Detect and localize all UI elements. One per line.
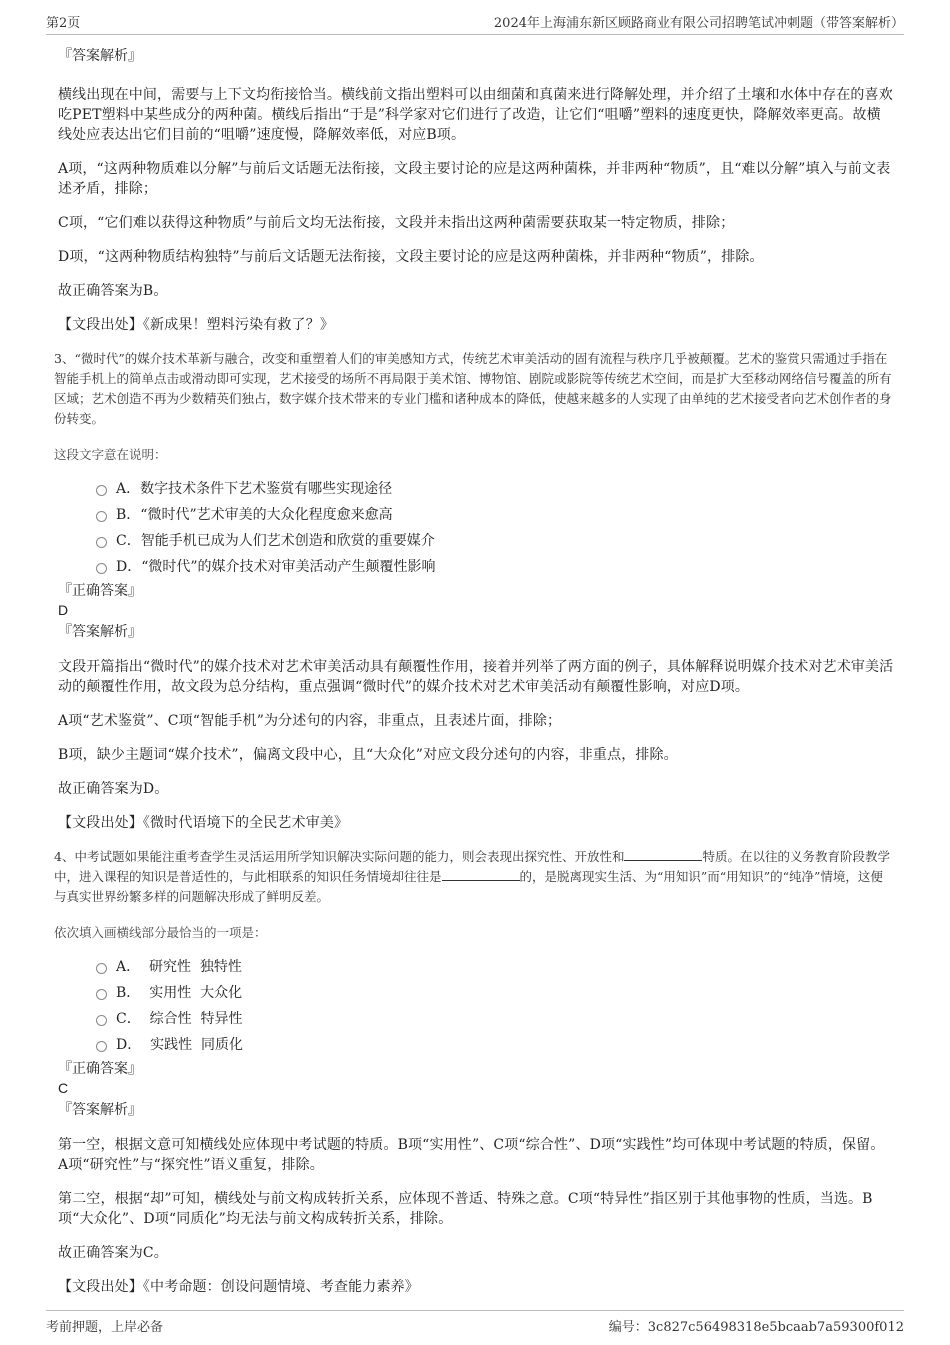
correct-answer: C xyxy=(58,1080,69,1096)
option-d[interactable]: D．“微时代”的媒介技术对审美活动产生颠覆性影响 xyxy=(58,555,894,581)
document-title: 2024年上海浦东新区顾路商业有限公司招聘笔试冲刺题（带答案解析） xyxy=(493,16,904,31)
option-a[interactable]: A． 研究性 独特性 xyxy=(58,955,894,981)
radio-button-icon[interactable] xyxy=(96,1015,107,1026)
source-citation: 【文段出处】《微时代语境下的全民艺术审美》 xyxy=(58,815,349,831)
option-b[interactable]: B． 实用性 大众化 xyxy=(58,981,894,1007)
question-prompt: 这段文字意在说明： xyxy=(54,447,167,462)
question-text: 4、中考试题如果能注重考查学生灵活运用所学知识解决实际问题的能力，则会表现出探究性、开放性和 特质。在以往的义务教育阶段教学中，进入课程的知识是普适性的，与此相联系的知识任务情境却往往是 的，是脱离现实生活、为“用知识”而“用知识”的“纯净”情境，这便与真实世界纷繁多样的问题解决形成了鲜明反差。 xyxy=(54,849,890,904)
radio-button-icon[interactable] xyxy=(96,511,107,522)
option-c[interactable]: C． 综合性 特异性 xyxy=(58,1007,894,1033)
option-d[interactable]: D． 实践性 同质化 xyxy=(58,1033,894,1059)
analysis-paragraph: B项，缺少主题词“媒介技术”，偏离文段中心，且“大众化”对应文段分述句的内容，非重点，排除。 xyxy=(58,747,678,763)
correct-answer: D xyxy=(58,602,69,618)
page-footer xyxy=(46,1310,904,1339)
option-c[interactable]: C．智能手机已成为人们艺术创造和欣赏的重要媒介 xyxy=(58,529,894,555)
analysis-paragraph: 文段开篇指出“微时代”的媒介技术对艺术审美活动具有颠覆性作用，接着并列举了两方面的例子，具体解释说明媒介技术对艺术审美活动的颠覆性作用，故文段为总分结构，重点强调“微时代”的媒介技术对艺术审美活动有颠覆性影响，对应D项。 xyxy=(58,659,894,695)
analysis-tag: 『答案解析』 xyxy=(58,1102,142,1118)
options-list xyxy=(58,955,894,1059)
main-content xyxy=(54,44,894,1297)
radio-button-icon[interactable] xyxy=(96,1041,107,1052)
conclusion: 故正确答案为D。 xyxy=(58,781,169,797)
analysis-paragraph: 第二空，根据“却”可知，横线处与前文构成转折关系，应体现不普适、特殊之意。C项“特异性”指区别于其他事物的性质，当选。B项“大众化”、D项“同质化”均无法与前文构成转折关系，排除。 xyxy=(58,1191,873,1227)
footer-slogan: 考前押题，上岸必备 xyxy=(46,1320,164,1335)
options-list xyxy=(58,477,894,581)
fill-blank xyxy=(624,848,702,861)
source-citation: 【文段出处】《新成果！塑料污染有救了？》 xyxy=(58,317,334,333)
radio-button-icon[interactable] xyxy=(96,963,107,974)
analysis-paragraph: C项，“它们难以获得这种物质”与前后文均无法衔接，文段并未指出这两种菌需要获取某一特定物质，排除； xyxy=(58,215,735,231)
radio-button-icon[interactable] xyxy=(96,485,107,496)
option-b[interactable]: B．“微时代”艺术审美的大众化程度愈来愈高 xyxy=(58,503,894,529)
fill-blank xyxy=(442,868,520,881)
analysis-paragraph: A项，“这两种物质难以分解”与前后文话题无法衔接，文段主要讨论的应是这两种菌株，并非两种“物质”，且“难以分解”填入与前文表述矛盾，排除； xyxy=(58,161,891,197)
analysis-tag: 『答案解析』 xyxy=(58,48,142,64)
correct-answer-tag: 『正确答案』 xyxy=(58,583,142,599)
question-text: 3、“微时代”的媒介技术革新与融合，改变和重塑着人们的审美感知方式，传统艺术审美活动的固有流程与秩序几乎被颠覆。艺术的鉴赏只需通过手指在智能手机上的简单点击或滑动即可实现，艺术接受的场所不再局限于美术馆、博物馆、剧院或影院等传统艺术空间，而是扩大至移动网络信号覆盖的所有区域；艺术创造不再为少数精英们独占，数字媒介技术带来的专业门槛和诸种成本的降低，使越来越多的人实现了由单纯的艺术接受者向艺术创作者的身份转变。 xyxy=(54,351,892,426)
option-a[interactable]: A．数字技术条件下艺术鉴赏有哪些实现途径 xyxy=(58,477,894,503)
radio-button-icon[interactable] xyxy=(96,563,107,574)
radio-button-icon[interactable] xyxy=(96,989,107,1000)
analysis-paragraph: 第一空，根据文意可知横线处应体现中考试题的特质。B项“实用性”、C项“综合性”、D项“实践性”均可体现中考试题的特质，保留。A项“研究性”与“探究性”语义重复，排除。 xyxy=(58,1137,885,1173)
page-number: 第2页 xyxy=(46,16,81,31)
analysis-paragraph: D项，“这两种物质结构独特”与前后文话题无法衔接，文段主要讨论的应是这两种菌株，并非两种“物质”，排除。 xyxy=(58,249,764,265)
analysis-paragraph: A项“艺术鉴赏”、C项“智能手机”为分述句的内容，非重点，且表述片面，排除； xyxy=(58,713,562,729)
page-header xyxy=(46,12,904,35)
conclusion: 故正确答案为B。 xyxy=(58,283,168,299)
conclusion: 故正确答案为C。 xyxy=(58,1245,168,1261)
source-citation: 【文段出处】《中考命题：创设问题情境、考查能力素养》 xyxy=(58,1279,419,1295)
analysis-tag: 『答案解析』 xyxy=(58,624,142,640)
correct-answer-tag: 『正确答案』 xyxy=(58,1061,142,1077)
document-id: 编号：3c827c56498318e5bcaab7a59300f012 xyxy=(608,1320,904,1335)
question-prompt: 依次填入画横线部分最恰当的一项是： xyxy=(54,925,267,940)
analysis-paragraph: 横线出现在中间，需要与上下文均衔接恰当。横线前文指出塑料可以由细菌和真菌来进行降解处理，并介绍了土壤和水体中存在的喜欢吃PET塑料中某些成分的两种菌。横线后指出“于是”科学家对它们进行了改造，让它们“咀嚼”塑料的速度更快，降解效率更高。故横线处应表达出它们目前的“咀嚼”速度慢，降解效率低，对应B项。 xyxy=(58,87,893,143)
radio-button-icon[interactable] xyxy=(96,537,107,548)
